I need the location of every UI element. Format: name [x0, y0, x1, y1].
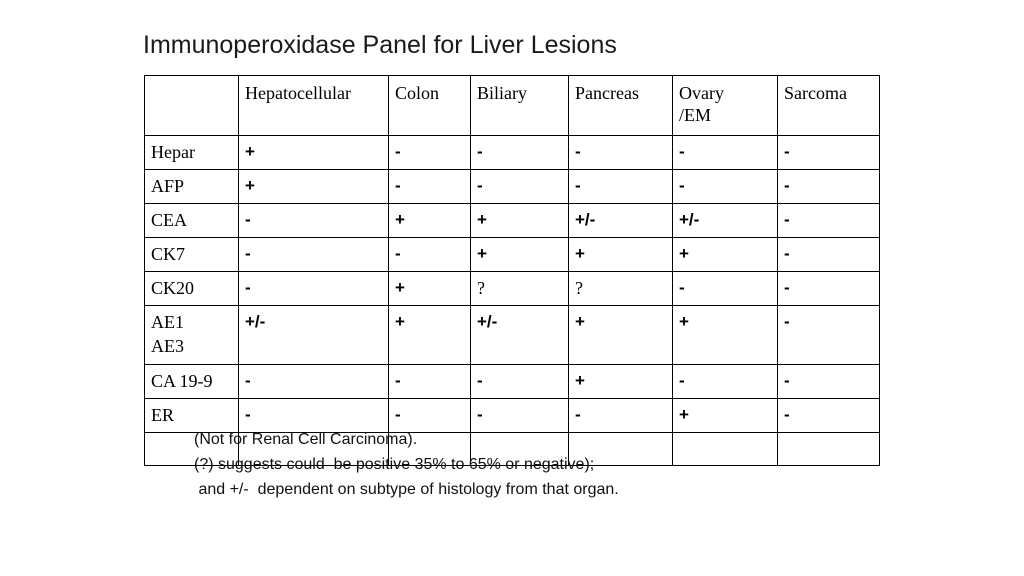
column-header: Colon	[389, 76, 471, 136]
result-cell: -	[778, 306, 880, 365]
table-header-row	[145, 76, 880, 136]
result-cell: -	[673, 272, 778, 306]
result-cell: -	[389, 365, 471, 399]
table-row	[145, 238, 880, 272]
footnote-line: (?) suggests could be positive 35% to 65% or negative);	[194, 456, 595, 473]
result-cell: +	[673, 238, 778, 272]
result-cell: -	[471, 365, 569, 399]
table-row	[145, 170, 880, 204]
result-cell: +	[471, 238, 569, 272]
result-cell: +	[389, 306, 471, 365]
table-row	[145, 365, 880, 399]
empty-cell	[673, 433, 778, 466]
column-header: Biliary	[471, 76, 569, 136]
result-cell: +	[471, 204, 569, 238]
result-cell: -	[569, 399, 673, 433]
table-row	[145, 136, 880, 170]
result-cell: +	[239, 170, 389, 204]
column-header: Sarcoma	[778, 76, 880, 136]
result-cell: -	[471, 136, 569, 170]
marker-name: CK20	[145, 272, 239, 306]
result-cell: -	[778, 170, 880, 204]
marker-name: CEA	[145, 204, 239, 238]
result-cell: -	[389, 136, 471, 170]
footnote-line: and +/- dependent on subtype of histology from that organ.	[194, 481, 619, 498]
result-cell: -	[239, 272, 389, 306]
result-cell: -	[389, 238, 471, 272]
corner-cell	[145, 76, 239, 136]
result-cell: -	[778, 204, 880, 238]
result-cell: +	[673, 306, 778, 365]
empty-cell	[778, 433, 880, 466]
marker-name: AE1 AE3	[145, 306, 239, 365]
result-cell: -	[673, 170, 778, 204]
result-cell: ?	[569, 272, 673, 306]
result-cell: +	[569, 306, 673, 365]
table-row	[145, 204, 880, 238]
slide-title: Immunoperoxidase Panel for Liver Lesions	[143, 31, 617, 59]
result-cell: -	[471, 170, 569, 204]
result-cell: -	[239, 399, 389, 433]
result-cell: -	[239, 365, 389, 399]
result-cell: -	[778, 272, 880, 306]
column-header: Hepatocellular	[239, 76, 389, 136]
result-cell: +	[389, 204, 471, 238]
marker-name: CA 19-9	[145, 365, 239, 399]
column-header: Ovary /EM	[673, 76, 778, 136]
result-cell: -	[569, 170, 673, 204]
result-cell: +	[673, 399, 778, 433]
footnote-line: (Not for Renal Cell Carcinoma).	[194, 431, 418, 448]
result-cell: +/-	[239, 306, 389, 365]
marker-name: AFP	[145, 170, 239, 204]
result-cell: -	[778, 238, 880, 272]
result-cell: ?	[471, 272, 569, 306]
result-cell: +	[569, 365, 673, 399]
result-cell: +/-	[471, 306, 569, 365]
marker-name: CK7	[145, 238, 239, 272]
marker-name: ER	[145, 399, 239, 433]
result-cell: -	[471, 399, 569, 433]
result-cell: +	[389, 272, 471, 306]
table-row	[145, 272, 880, 306]
result-cell: -	[778, 365, 880, 399]
table-row	[145, 306, 880, 365]
result-cell: -	[673, 365, 778, 399]
result-cell: +/-	[569, 204, 673, 238]
result-cell: -	[778, 136, 880, 170]
result-cell: +/-	[673, 204, 778, 238]
result-cell: +	[239, 136, 389, 170]
result-cell: -	[778, 399, 880, 433]
result-cell: -	[673, 136, 778, 170]
result-cell: -	[389, 170, 471, 204]
result-cell: -	[569, 136, 673, 170]
result-cell: -	[389, 399, 471, 433]
marker-name: Hepar	[145, 136, 239, 170]
result-cell: -	[239, 238, 389, 272]
immunoperoxidase-table	[144, 75, 880, 466]
result-cell: +	[569, 238, 673, 272]
column-header: Pancreas	[569, 76, 673, 136]
result-cell: -	[239, 204, 389, 238]
footnotes	[194, 427, 619, 502]
